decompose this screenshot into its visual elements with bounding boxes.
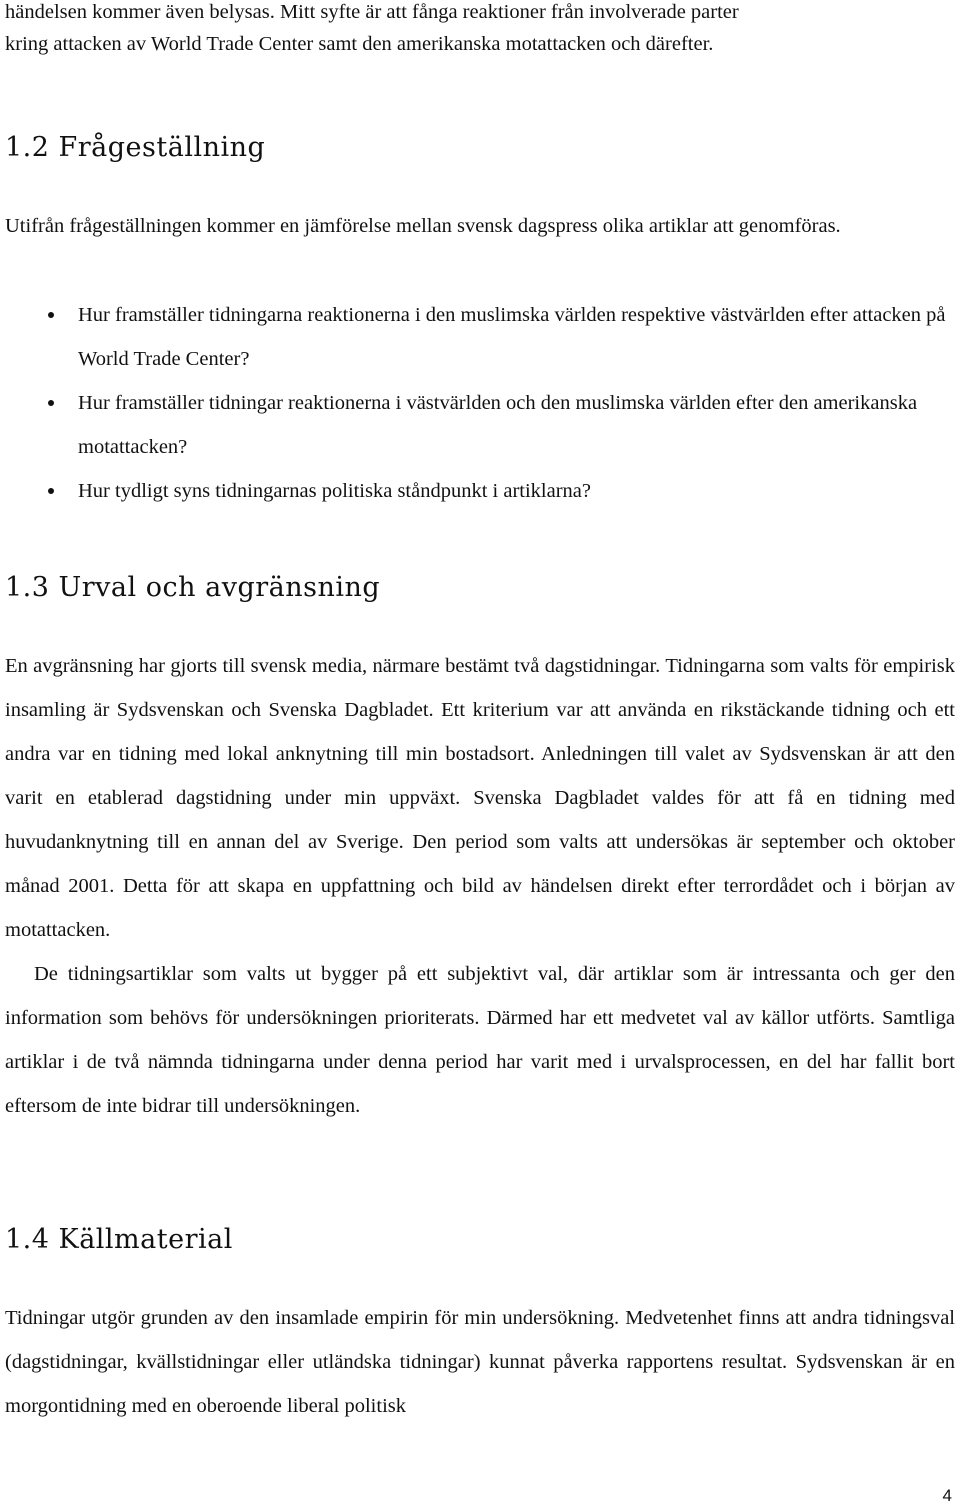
body-paragraph: En avgränsning har gjorts till svensk media, närmare bestämt två dagstidningar. Tidningarna som valts för empirisk insamling är Sydsvenskan och Svenska Dagbladet. Ett kriterium var att använda en rikstäckande tidning och ett andra var en tidning med lokal anknytning till min bostadsort. Anledningen till valet av Sydsvenskan är att den varit en etablerad dagstidning under min uppväxt. Svenska Dagbladet valdes för att få en tidning med huvudanknytning till en annan del av Sverige. Den period som valts att undersökas är september och oktober månad 2001. Detta för att skapa en uppfattning och bild av händelsen direkt efter terrordådet och i början av motattacken.	[5, 655, 955, 941]
section-1-3	[5, 570, 955, 606]
list-item	[5, 469, 955, 513]
bullet-icon	[48, 400, 54, 406]
bullet-icon	[48, 488, 54, 494]
bullet-icon	[48, 312, 54, 318]
section-1-4-body	[5, 1296, 955, 1428]
list-item-text: Hur tydligt syns tidningarnas politiska ståndpunkt i artiklarna?	[78, 480, 591, 502]
section-heading: 1.3 Urval och avgränsning	[5, 572, 381, 603]
section-1-2	[5, 130, 955, 166]
list-item-text: Hur framställer tidningarna reaktionerna i den muslimska världen respektive västvärlden efter attacken på World Trade Center?	[78, 304, 946, 370]
list-item	[5, 381, 955, 469]
section-1-3-body	[5, 644, 955, 1128]
intro-line: kring attacken av World Trade Center samt den amerikanska motattacken och därefter.	[5, 33, 714, 55]
body-paragraph: De tidningsartiklar som valts ut bygger på ett subjektivt val, där artiklar som är intressanta och ger den information som behövs för undersökningen prioriterats. Därmed har ett medvetet val av källor utförts. Samtliga artiklar i de två nämnda tidningarna under denna period har varit med i urvalsprocessen, en del har fallit bort eftersom de inte bidrar till undersökningen.	[5, 963, 955, 1117]
section-heading: 1.4 Källmaterial	[5, 1224, 233, 1255]
body-paragraph: Tidningar utgör grunden av den insamlade empirin för min undersökning. Medvetenhet finns att andra tidningsval (dagstidningar, kvällstidningar eller utländska tidningar) kunnat påverka rapportens resultat. Sydsvenskan är en morgontidning med en oberoende liberal politisk	[5, 1307, 955, 1417]
section-heading: 1.2 Frågeställning	[5, 132, 266, 163]
body-paragraph: Utifrån frågeställningen kommer en jämförelse mellan svensk dagspress olika artiklar att genomföras.	[5, 215, 841, 237]
section-1-2-body	[5, 204, 955, 248]
page-number: 4	[942, 1486, 952, 1505]
intro-paragraph	[5, 0, 955, 60]
section-1-4	[5, 1222, 955, 1258]
question-list	[5, 293, 955, 513]
intro-line: händelsen kommer även belysas. Mitt syfte är att fånga reaktioner från involverade parter	[5, 1, 739, 23]
list-item-text: Hur framställer tidningar reaktionerna i västvärlden och den muslimska världen efter den amerikanska motattacken?	[78, 392, 918, 458]
list-item	[5, 293, 955, 381]
